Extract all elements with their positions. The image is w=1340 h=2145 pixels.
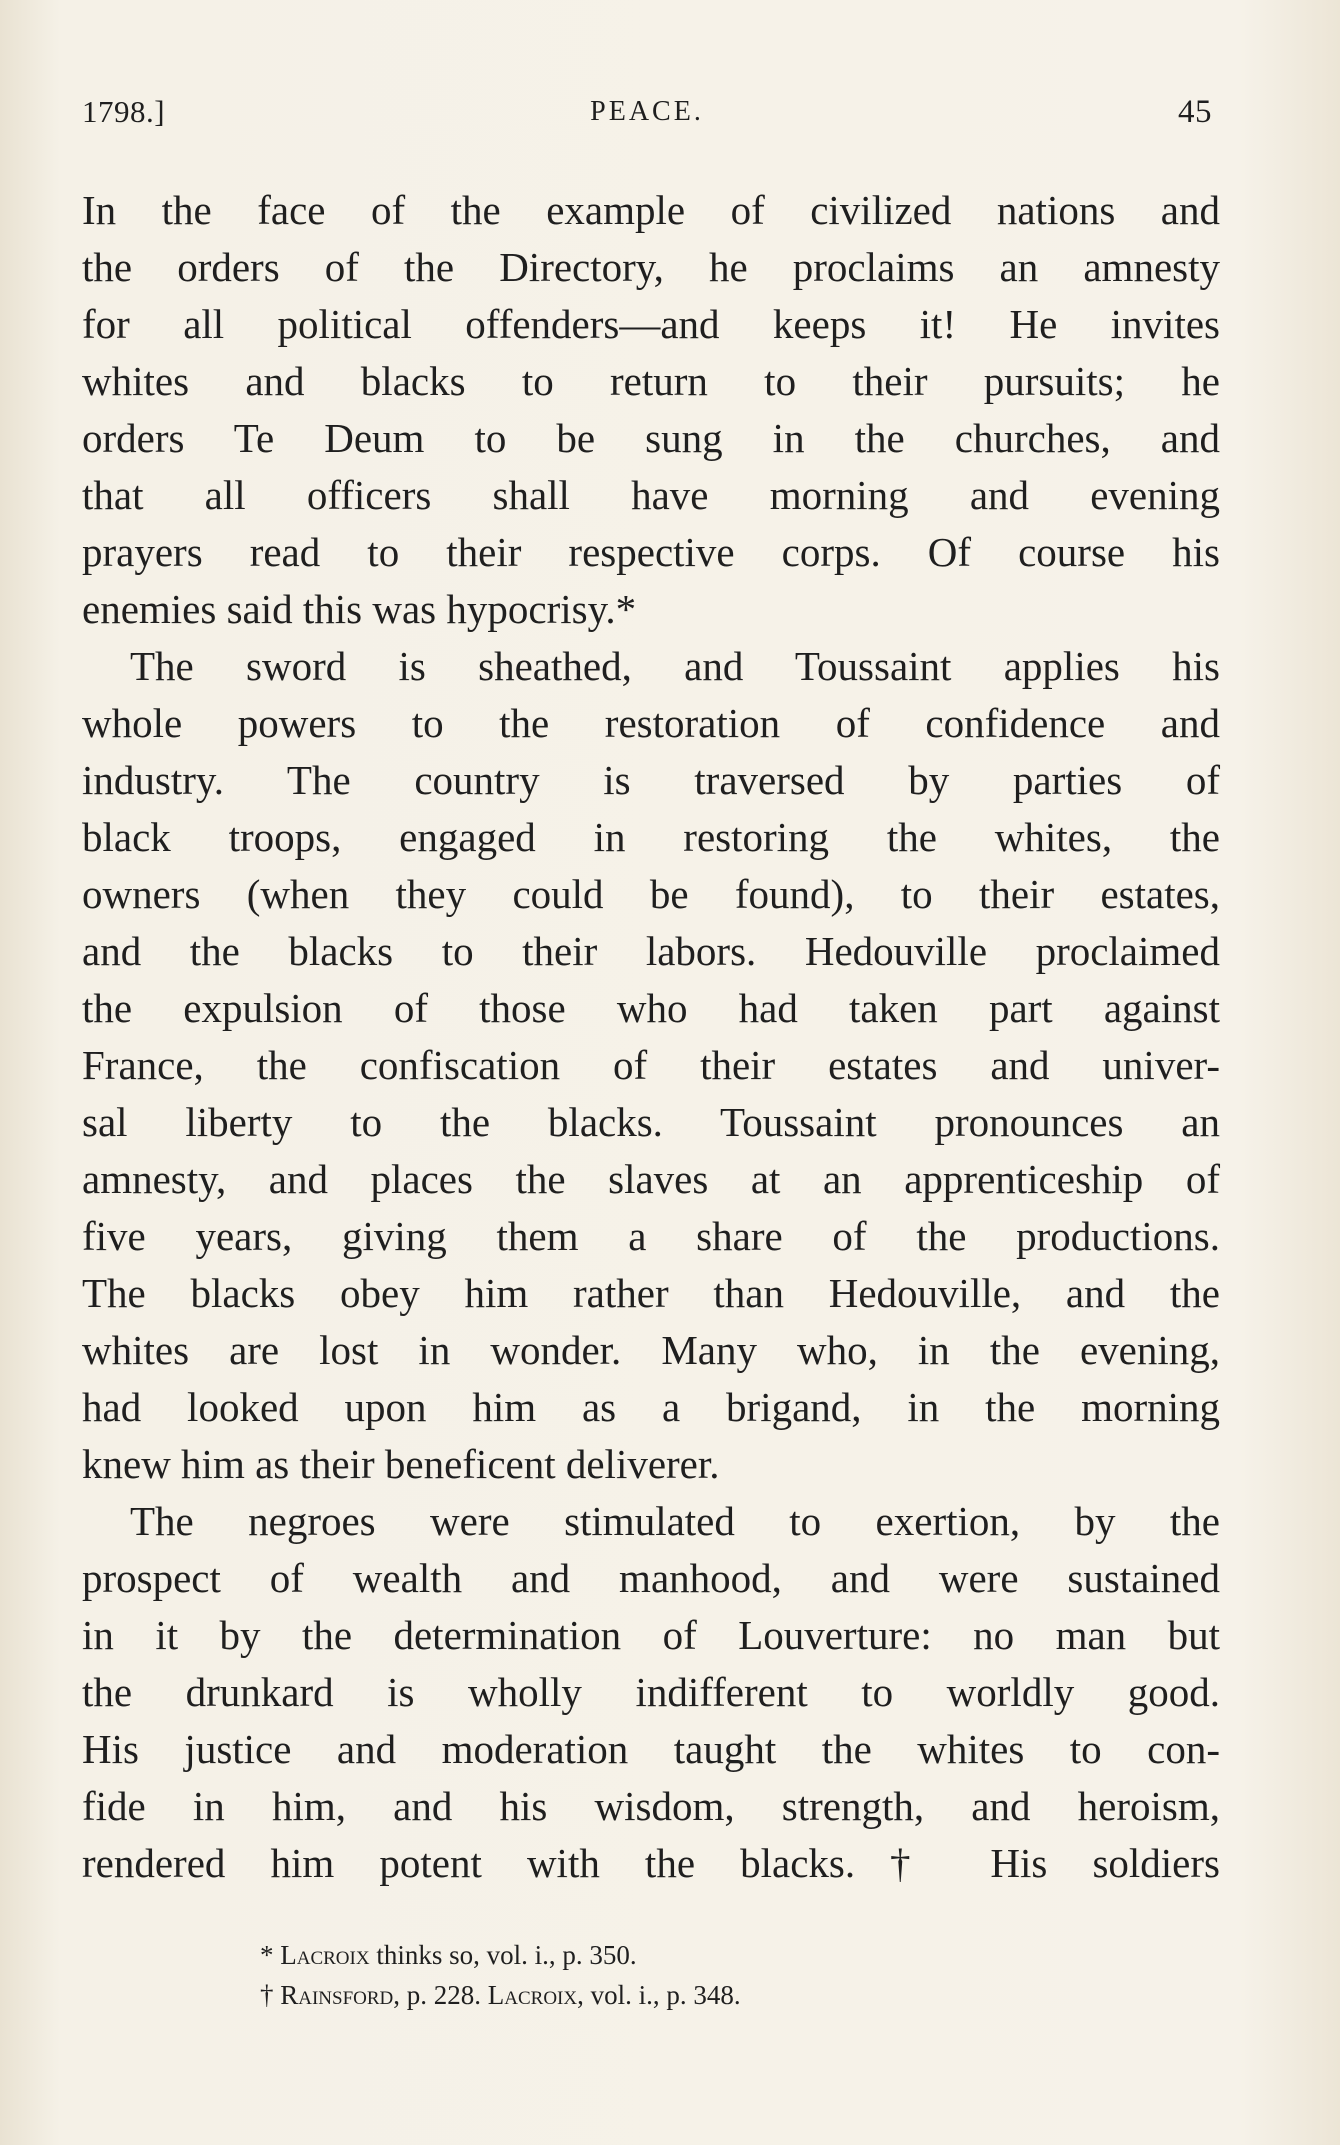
running-head	[82, 94, 1212, 140]
text-line: whites are lost in wonder. Many who, in the evening,	[82, 1327, 1220, 1373]
text-line: France, the confiscation of their estates and univer-	[82, 1042, 1220, 1088]
footnote-author: Rainsford,	[280, 1980, 401, 2010]
running-head-title: PEACE.	[590, 96, 704, 127]
footnote-text: thinks so, vol. i., p. 350.	[376, 1940, 637, 1970]
text-line: knew him as their beneficent deliverer.	[82, 1441, 720, 1487]
text-line: whites and blacks to return to their pursuits; he	[82, 358, 1220, 404]
running-head-year: 1798.]	[82, 94, 166, 129]
footnote-text: p. 228.	[406, 1980, 482, 2010]
text-line: prospect of wealth and manhood, and were sustained	[82, 1555, 1220, 1601]
text-line: the expulsion of those who had taken part against	[82, 985, 1220, 1031]
footnote-2	[260, 1975, 1160, 2015]
text-line: owners (when they could be found), to their estates,	[82, 871, 1220, 917]
footnote-author: Lacroix	[280, 1940, 370, 1970]
footnote-mark: †	[260, 1980, 274, 2010]
body-text	[82, 182, 1220, 1892]
text-line: amnesty, and places the slaves at an apprenticeship of	[82, 1156, 1220, 1202]
text-line: The blacks obey him rather than Hedouville, and the	[82, 1270, 1220, 1316]
text-line: industry. The country is traversed by parties of	[82, 757, 1220, 803]
text-line: and the blacks to their labors. Hedouville proclaimed	[82, 928, 1220, 974]
footnote-1	[260, 1935, 1160, 1975]
text-line: that all officers shall have morning and evening	[82, 472, 1220, 518]
footnote-mark: *	[260, 1940, 274, 1970]
text-line: for all political offenders—and keeps it! He invites	[82, 301, 1220, 347]
text-line: the orders of the Directory, he proclaims an amnesty	[82, 244, 1220, 290]
text-line: black troops, engaged in restoring the whites, the	[82, 814, 1220, 860]
text-line: The negroes were stimulated to exertion, by the	[130, 1498, 1220, 1544]
text-line: The sword is sheathed, and Toussaint applies his	[130, 643, 1220, 689]
footnote-text: vol. i., p. 348.	[590, 1980, 741, 2010]
text-line: sal liberty to the blacks. Toussaint pronounces an	[82, 1099, 1220, 1145]
text-line: in it by the determination of Louverture: no man but	[82, 1612, 1220, 1658]
text-line: enemies said this was hypocrisy.*	[82, 586, 637, 632]
page-number: 45	[1178, 94, 1212, 130]
footnote-author: Lacroix,	[487, 1980, 584, 2010]
text-line: fide in him, and his wisdom, strength, and heroism,	[82, 1783, 1220, 1829]
text-line: whole powers to the restoration of confidence and	[82, 700, 1220, 746]
text-line: rendered him potent with the blacks.† His soldiers	[82, 1840, 1220, 1886]
text-line: In the face of the example of civilized nations and	[82, 187, 1220, 233]
text-line: prayers read to their respective corps. Of course his	[82, 529, 1220, 575]
text-line: His justice and moderation taught the whites to con-	[82, 1726, 1220, 1772]
text-line: orders Te Deum to be sung in the churches, and	[82, 415, 1220, 461]
footnotes	[260, 1935, 1160, 2015]
text-line: had looked upon him as a brigand, in the morning	[82, 1384, 1220, 1430]
text-line: the drunkard is wholly indifferent to worldly good.	[82, 1669, 1220, 1715]
text-line: five years, giving them a share of the productions.	[82, 1213, 1220, 1259]
